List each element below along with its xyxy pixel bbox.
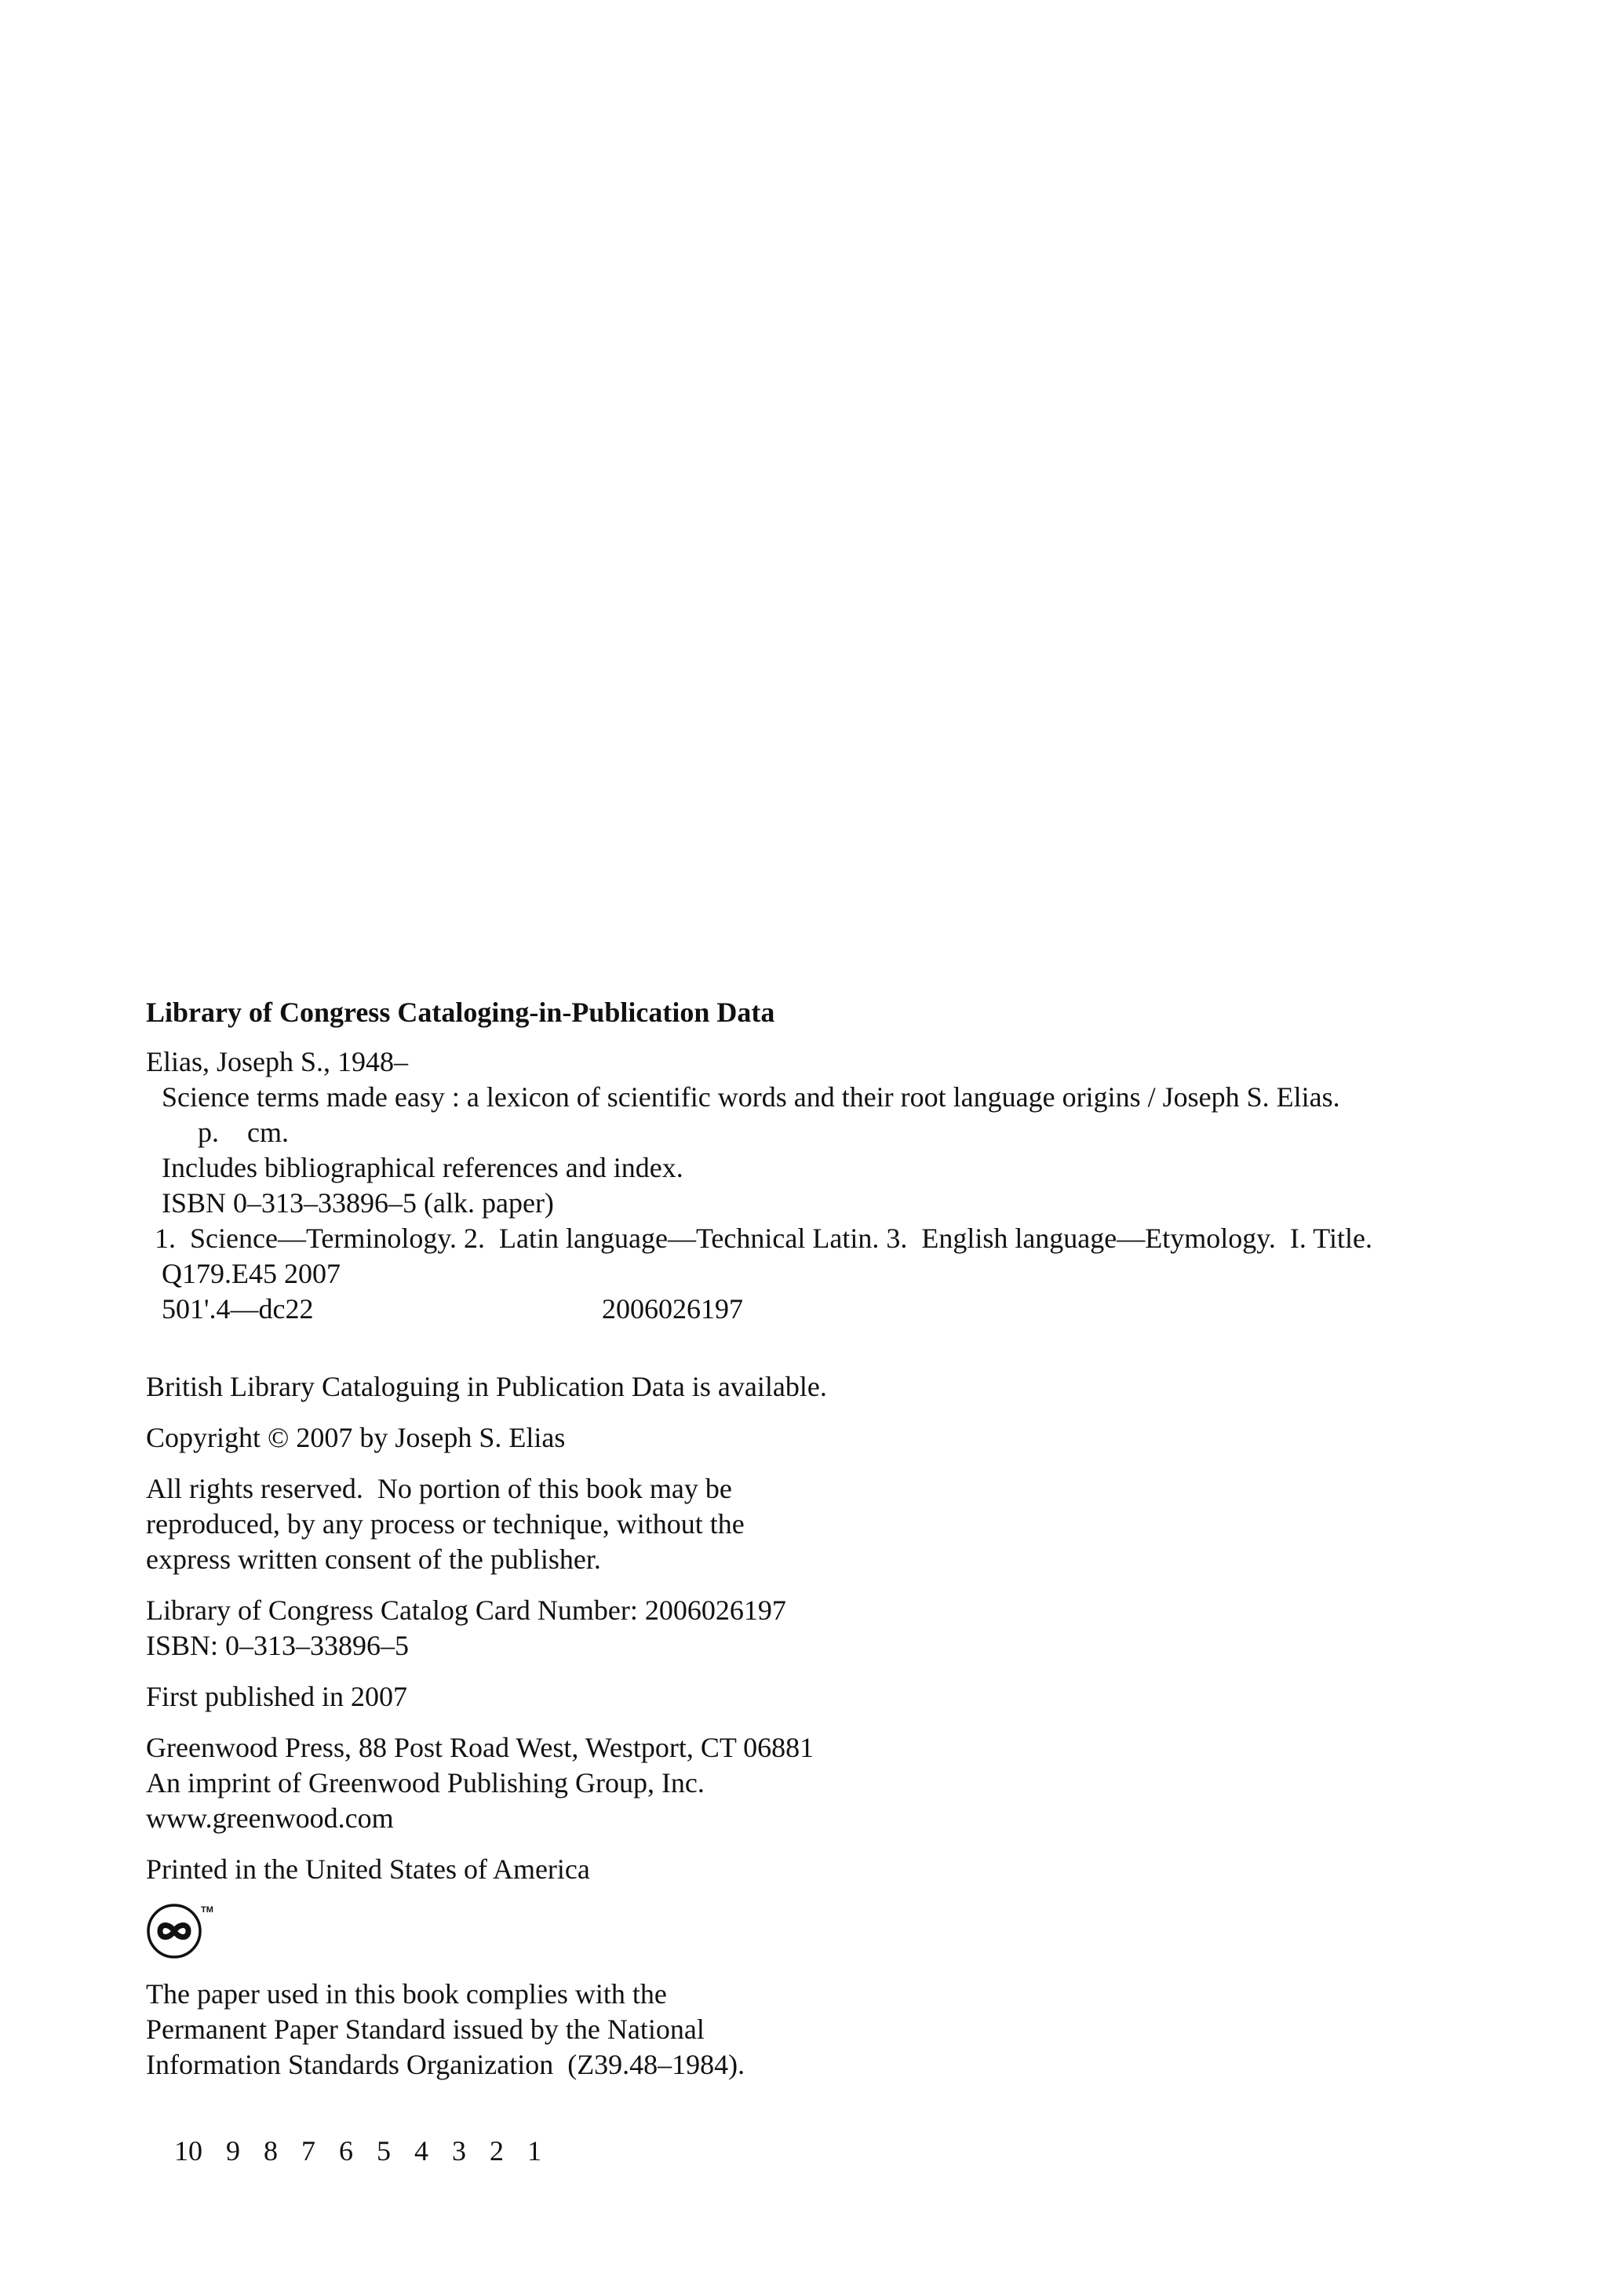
permanent-paper-infinity-icon: [146, 1898, 1511, 1961]
cip-classification-row: [146, 1292, 1511, 1327]
copyright-page: [146, 995, 1511, 2204]
british-library-note: British Library Cataloguing in Publication Data is available.: [146, 1371, 827, 1402]
printing-number: 8: [264, 2135, 278, 2167]
printed-in: Printed in the United States of America: [146, 1853, 590, 1885]
cip-heading: Library of Congress Cataloging-in-Publication Data: [146, 997, 775, 1028]
paper-notice-line: Information Standards Organization (Z39.48–1984).: [146, 2049, 745, 2080]
cip-classification: 501'.4—dc22: [162, 1293, 314, 1325]
paper-notice-line: Permanent Paper Standard issued by the National: [146, 2014, 705, 2045]
paper-notice: [146, 1977, 1511, 2083]
printing-number: 6: [339, 2135, 353, 2167]
cip-block: [146, 995, 1511, 1327]
publisher-info: [146, 1730, 1511, 1836]
rights-line: All rights reserved. No portion of this book may be: [146, 1473, 732, 1504]
printing-number: 5: [377, 2135, 391, 2167]
cip-isbn: ISBN 0–313–33896–5 (alk. paper): [162, 1187, 554, 1219]
publisher-website: www.greenwood.com: [146, 1802, 394, 1834]
publisher-imprint: An imprint of Greenwood Publishing Group, Inc.: [146, 1767, 705, 1799]
cip-title: Science terms made easy : a lexicon of scientific words and their root language origins / Joseph S. Elias.: [162, 1081, 1340, 1113]
catalog-info: [146, 1593, 1511, 1664]
cip-author: Elias, Joseph S., 1948–: [146, 1046, 409, 1077]
printing-number: 3: [452, 2135, 466, 2167]
cip-subjects: 1. Science—Terminology. 2. Latin language—Technical Latin. 3. English language—Etymology. I. Title.: [155, 1223, 1372, 1254]
rights-line: express written consent of the publisher.: [146, 1543, 601, 1575]
copyright-line: Copyright © 2007 by Joseph S. Elias: [146, 1422, 566, 1453]
printing-number: 4: [414, 2135, 428, 2167]
printing-numbers: [146, 2098, 1511, 2204]
printing-number: 9: [226, 2135, 240, 2167]
cip-notes: Includes bibliographical references and index.: [162, 1152, 683, 1183]
cip-lccn: 2006026197: [602, 1293, 743, 1325]
catalog-card-number: Library of Congress Catalog Card Number: 2006026197: [146, 1594, 786, 1626]
printing-number: 7: [301, 2135, 315, 2167]
cip-call-number: Q179.E45 2007: [162, 1258, 341, 1289]
printing-number: 10: [174, 2135, 202, 2167]
trademark-mark: TM: [201, 1905, 213, 1915]
rights-line: reproduced, by any process or technique, without the: [146, 1508, 745, 1540]
first-published: First published in 2007: [146, 1681, 408, 1712]
catalog-isbn: ISBN: 0–313–33896–5: [146, 1630, 410, 1661]
publisher-address: Greenwood Press, 88 Post Road West, Westport, CT 06881: [146, 1732, 814, 1763]
cip-physical-description: p. cm.: [198, 1117, 289, 1148]
paper-notice-line: The paper used in this book complies with the: [146, 1978, 667, 2010]
printing-number: 1: [527, 2135, 541, 2167]
printing-number: 2: [490, 2135, 504, 2167]
rights-notice: [146, 1471, 1511, 1577]
